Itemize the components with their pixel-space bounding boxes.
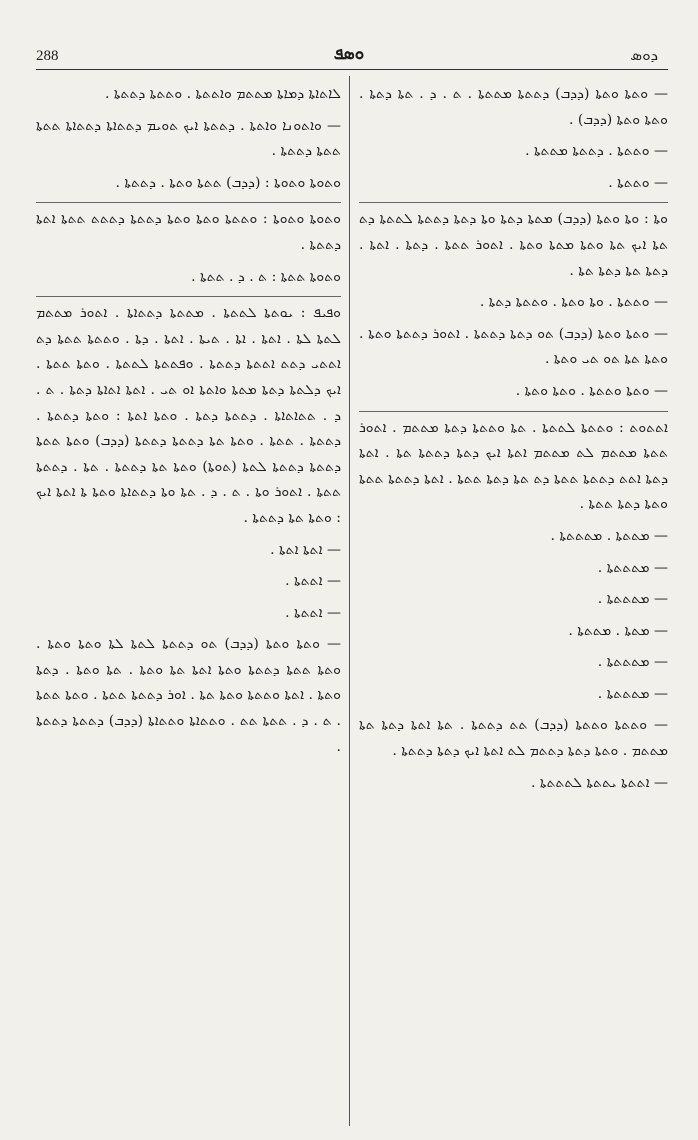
dictionary-entry: ܘܦܝܦ : ܝܘܬܬܐ ܠܬܬܬܐ . ܡܬܬܬܐ ܕܬܬܐܬܐ . ܐܬܘܪ ܡܬܬܡ ܠܬܬܐ ܠܬܐ . ܐܬܬܐ . ܐܬܐ . ܬܝܬܐ . ܐܬܬܐ . ܕܬܐ . ܘܬܬܬܐ ܬܬܬܐ ܕܬ ܐܬܬܝ ܕܬܬ ܐܬܬܬܐ ܕܬܬܬܐ . ܘܦܬܬܬܐ ܠܬܬܬܐ . ܘܬܬܐ ܬܬܬܐ . ܐܝܟ ܕܠܬܬܐ ܕܬܬܐ ܡܬܬܐ ܘܐܬܬܐ ܐܘ ܬܝ . ܐܬܬܐ ܐܬܐܬܐ ܕܬܬܐ . ܬ . ܕ . ܬܬܐܬܐܬܐ . ܕܬܬܬܐ ܕܬܬܐ . ܘܬܬܐ ܐܬܬܐ : ܘܬܬܐ ܕܬܬܬܐ . ܕܬܬܬܐ . ܬܬܬܐ . ܘܬܬܐ ܬܬܐ ܕܬܬܬܐ ܕܬܬܬܐ (ܕܕܒ) ܘܬܬܐ ܬܬܬܐ ܕܬܬܬܐ ܕܬܬܬܐ ܠܬܬܐ (ܬܘܬܐ) ܘܬܬܐ ܬܬܐ ܕܬܬܬܐ . ܬܬܐ . ܕܬܬܬܐ ܬܬܬܐ . ܐܬܘܪ ܘܬܐ . ܬ . ܕ . ܬܬܐ ܘܬܐ ܕܬܬܐܬܐ ܘܬܬܐ ܬܐ ܐܬܬܐ ܐܝܟ : ܘܬܬܐ ܬܬܐ ܕܬܬܬܐ . bbox=[36, 296, 341, 531]
dictionary-entry: ܘܬܘܬܐ ܘܬܘܬܐ : ܘܬܬܬܐ ܘܬܬܐ ܘܬܬܐ ܕܬܬܬܐ ܕܬܬܬ ܬܬܬܐ ܐܬܬܐ ܕܬܬܬܐ . bbox=[36, 202, 341, 258]
right-column bbox=[359, 82, 668, 1127]
running-headword-center: ܘܣܦ bbox=[333, 44, 365, 64]
dictionary-entry: ܘܬܐ : ܘܬܐ ܘܬܬܐ (ܕܕܒ) ܡܬܬܐ ܕܬܬܐ ܘܬܐ ܕܬܬܐ ܕܬܬܬܐ ܠܬܬܬܐ ܕܬ ܬܬܐ ܐܝܟ ܬܬܐ ܘܬܬܐ ܡܬܬܐ ܘܬܬܐ . ܐܬܘܪ ܬܬܬܐ . ܕܬܬܐ . ܐܬܬܐ . ܕܬܬܐ ܬܬܐ ܕܬܬܐ ܬܬܐ . bbox=[359, 202, 668, 284]
left-column bbox=[36, 82, 341, 1127]
dictionary-entry: — ܘܬܬܬܐ . ܘܬܐ ܘܬܬܐ . ܘܬܬܬܐ ܕܬܬܐ . bbox=[479, 294, 668, 311]
dictionary-entry: — ܡܬܬܬܬܐ . bbox=[597, 591, 668, 608]
dictionary-entry: — ܘܬܬܐ ܘܬܬܬܐ . ܘܬܬܐ ܘܬܬܐ . bbox=[515, 382, 668, 399]
dictionary-entry: — ܘܬܬܐ ܘܬܬܐ (ܕܕܒ) ܕܬܬܬܐ ܡܬܬܬܐ . ܬ . ܕ . ܬܬܐ ܕܬܬܐ . ܘܬܬܐ ܘܬܬܐ (ܕܕܒ) . bbox=[359, 86, 668, 128]
dictionary-entry: — ܘܬܬܬܐ . ܕܬܬܬܐ ܡܬܬܬܐ . bbox=[525, 143, 668, 160]
dictionary-entry: — ܘܬܬܬܐ ܘܬܬܬܐ (ܕܕܒ) ܬܬ ܕܬܬܬܐ . ܬܬܐ ܐܬܬܐ ܕܬܬܐ ܬܬܐ ܡܬܬܡ . ܘܬܬܐ ܕܬܬܐ ܕܬܬܡ ܠܬ ܐܬܬܐ ܐܝܟ ܕܬܬܐ ܕܬܬܬܐ . bbox=[359, 717, 668, 760]
dictionary-entry: — ܐܬܬܬܐ . bbox=[285, 573, 341, 590]
dictionary-entry: ܘܬܘܬܐ ܘܬܘܬܐ : (ܕܕܒ) ܬܬܬܐ ܘܬܬܐ . ܕܬܬܬܐ . bbox=[115, 174, 341, 191]
dictionary-entry: — ܡܬܬܬܬܐ . bbox=[597, 654, 668, 671]
dictionary-entry: — ܘܬܬܐ ܘܬܬܐ (ܕܕܒ) ܬܘ ܕܬܬܬܐ ܠܬܬܐ ܠܬܐ ܘܬܬܐ ܘܬܬܐ . ܘܬܬܐ ܬܬܬܐ ܕܬܬܬܐ ܘܬܬܐ ܐܬܬܐ ܬܬܐ ܘܬܬܐ . ܬܬܐ ܘܬܬܐ . ܕܬܬܐ ܘܬܬܐ . ܐܬܬܐ ܘܬܬܬܐ ܘܬܬܐ ܬܬܐ . ܐܘܪ ܕܬܬܬܐ ܬܬܬܐ . ܘܬܬܐ ܬܬܬܐ . ܬ . ܕ . ܬܬܬܐ ܬܬ . ܘܬܬܐܬܐ ܘܬܬܐܬܐ (ܕܕܒ) ܕܬܬܬܐ ܕܬܬܬܐ . bbox=[36, 636, 341, 755]
dictionary-entry: — ܘܬܬܐ ܘܬܬܐ (ܕܕܒ) ܬܘ ܕܬܬܐ ܕܬܬܬܐ . ܐܬܘܪ ܕܬܬܬܐ ܘܬܬܐ . ܘܬܬܐ ܬܬܐ ܬܘ ܬܝ ܘܬܬܐ . bbox=[359, 325, 668, 368]
dictionary-entry: — ܡܬܬܐ . ܡܬܬܬܐ . bbox=[568, 622, 668, 639]
column-divider bbox=[349, 76, 350, 1126]
dictionary-entry: — ܡܬܬܬܐ . ܡܬܬܬܬܐ . bbox=[550, 527, 668, 544]
dictionary-entry: — ܘܐܬܘܢܐ ܘܐܬܬܐ . ܕܬܬܬܐ ܐܝܟ ܬܘܝܡ ܕܬܬܐܬܐ ܕܬܬܐܬܐ ܬܬܬܐ ܬܬܬܐ ܕܬܬܬܐ . bbox=[36, 117, 341, 160]
dictionary-entry: ܘܬܘܬܐ ܬܬܬܐ : ܬ . ܕ . ܬܬܬܐ . bbox=[191, 268, 341, 285]
dictionary-entry: — ܐܬܬܬܐ . bbox=[285, 604, 341, 621]
dictionary-entry: — ܐܬܬܬܐ ܝܬܬܬܐ ܠܬܬܬܬܐ . bbox=[531, 774, 668, 791]
dictionary-entry: — ܐܬܬܐ ܐܬܬܐ . bbox=[270, 541, 341, 558]
page-number: 288 bbox=[36, 48, 59, 64]
dictionary-entry: — ܘܬܬܬܐ . bbox=[608, 174, 668, 191]
dictionary-entry: ܠܐܬܐܬܐ ܕܡܐܬܐ ܡܬܬܡ ܘܐܬܬܬܐ . ܘܬܬܬܐ ܕܬܬܬܐ . bbox=[104, 86, 341, 102]
dictionary-entry: — ܡܬܬܬܬܐ . bbox=[597, 559, 668, 576]
dictionary-entry: ܐܬܬܘܬ : ܘܬܬܬܐ ܠܬܬܬܐ . ܬܬܐ ܘܬܬܬܐ ܕܬܬܐ ܡܬܬܡ . ܐܬܘܪ ܬܬܬܐ ܡܬܬܡ ܠܬ ܡܬܬܡ ܐܬܬܐ ܐܝܟ ܕܬܬܐ ܕܬܬܬܐ ܬܬܐ . ܐܬܬܐ ܕܬܬܐ ܐܬܬ ܕܬܬܬܐ ܬܬܬܐ ܕܬ ܬܬܐ ܕܬܬܐ ܬܬܬܐ . ܐܬܬܐ ܕܬܬܬܐ ܬܬܬܐ ܘܬܬܐ ܕܬܬܐ ܬܬܬܐ . bbox=[359, 411, 668, 518]
dictionary-entry: — ܡܬܬܬܬܐ . bbox=[597, 685, 668, 702]
header-rule bbox=[36, 69, 668, 70]
running-headword-right: ܕܘܣ bbox=[630, 46, 658, 64]
